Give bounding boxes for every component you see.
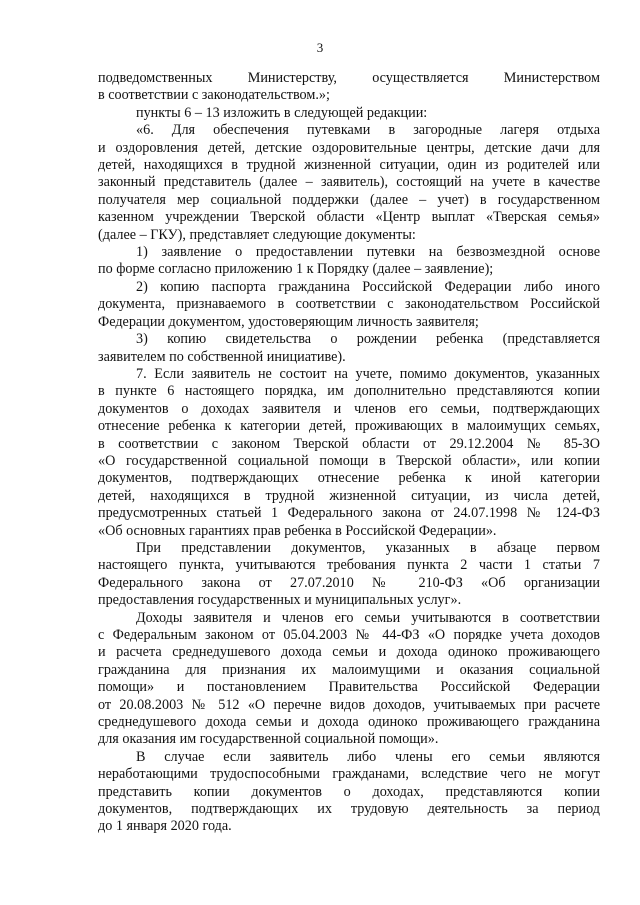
text-line: При представлении документов, указанных в абзаце первом: [136, 539, 600, 556]
document-body: [98, 70, 600, 836]
text-line: законный представитель (далее – заявитель), состоящий на учете в качестве: [98, 174, 600, 191]
text-line: детей, находящихся в трудной жизненной ситуации, один из родителей или: [98, 157, 600, 174]
text-line: в соответствии с законом Тверской области от 29.12.2004 № 85-ЗО: [98, 435, 600, 452]
text-line: 3) копию свидетельства о рождении ребенка (представляется: [136, 331, 600, 348]
text-line: в пункте 6 настоящего порядка, им дополнительно представляются копии: [98, 383, 600, 400]
text-line: «6. Для обеспечения путевками в загородные лагеря отдыха: [136, 122, 600, 139]
text-line: казенном учреждении Тверской области «Центр выплат «Тверская семья»: [98, 209, 600, 226]
text-line: детей, находящихся в трудной жизненной ситуации, из числа детей,: [98, 487, 600, 504]
text-line: среднедушевого дохода семьи и дохода одиноко проживающего гражданина: [98, 714, 600, 731]
text-line: В случае если заявитель либо члены его семьи являются: [136, 748, 600, 765]
text-line: заявителем по собственной инициативе).: [98, 348, 346, 365]
text-line: подведомственных Министерству, осуществляется Министерством: [98, 70, 600, 86]
text-line: по форме согласно приложению 1 к Порядку (далее – заявление);: [98, 261, 494, 278]
text-line: предусмотренных статьей 1 Федерального закона от 24.07.1998 № 124-ФЗ: [98, 505, 600, 522]
text-line: от 20.08.2003 № 512 «О перечне видов доходов, учитываемых при расчете: [98, 696, 600, 713]
text-line: документа, признаваемого в соответствии с законодательством Российской: [98, 296, 600, 313]
text-line: с Федеральным законом от 05.04.2003 № 44-ФЗ «О порядке учета доходов: [98, 627, 600, 643]
text-line: гражданина для признания их малоимущими и оказания социальной: [98, 661, 600, 678]
text-line: документов о доходах заявителя и членов его семьи, подтверждающих: [98, 400, 600, 417]
text-line: документов, подтверждающих их трудовую деятельность за период: [98, 801, 600, 818]
text-line: документов, подтверждающих отнесение ребенка к иной категории: [98, 470, 600, 487]
text-line: (далее – ГКУ), представляет следующие документы:: [98, 226, 416, 243]
text-line: получателя мер социальной поддержки (далее – учет) в государственном: [98, 191, 600, 208]
text-line: и оздоровления детей, детские оздоровительные центры, детские дачи для: [98, 139, 600, 156]
text-line: отнесение ребенка к категории детей, проживающих в малоимущих семьях,: [98, 418, 600, 435]
text-line: для оказания им государственной социальной помощи».: [98, 731, 439, 748]
text-line: 2) копию паспорта гражданина Российской Федерации либо иного: [136, 278, 600, 295]
text-line: настоящего пункта, учитываются требования пункта 2 части 1 статьи 7: [98, 557, 600, 574]
text-line: представить копии документов о доходах, представляются копии: [98, 783, 600, 800]
text-line: до 1 января 2020 года.: [98, 818, 232, 835]
text-line: пункты 6 – 13 изложить в следующей редакции:: [136, 104, 428, 121]
text-line: в соответствии с законодательством.»;: [98, 87, 330, 104]
text-line: помощи» и постановлением Правительства Российской Федерации: [98, 679, 600, 696]
text-line: «Об основных гарантиях прав ребенка в Российской Федерации».: [98, 522, 497, 539]
page-number: 3: [316, 40, 324, 55]
text-line: Доходы заявителя и членов его семьи учитываются в соответствии: [136, 609, 600, 626]
text-line: 7. Если заявитель не состоит на учете, помимо документов, указанных: [136, 365, 600, 382]
text-line: Федерации документом, удостоверяющим личность заявителя;: [98, 313, 479, 330]
text-line: неработающими трудоспособными гражданами, вследствие чего не могут: [98, 766, 600, 783]
text-line: и расчета среднедушевого дохода семьи и дохода одиноко проживающего: [98, 644, 600, 661]
text-line: 1) заявление о предоставлении путевки на безвозмездной основе: [136, 244, 600, 261]
text-line: предоставления государственных и муниципальных услуг».: [98, 592, 462, 609]
text-line: Федерального закона от 27.07.2010 № 210-ФЗ «Об организации: [98, 574, 600, 591]
text-line: «О государственной социальной помощи в Тверской области», или копии: [98, 452, 600, 469]
